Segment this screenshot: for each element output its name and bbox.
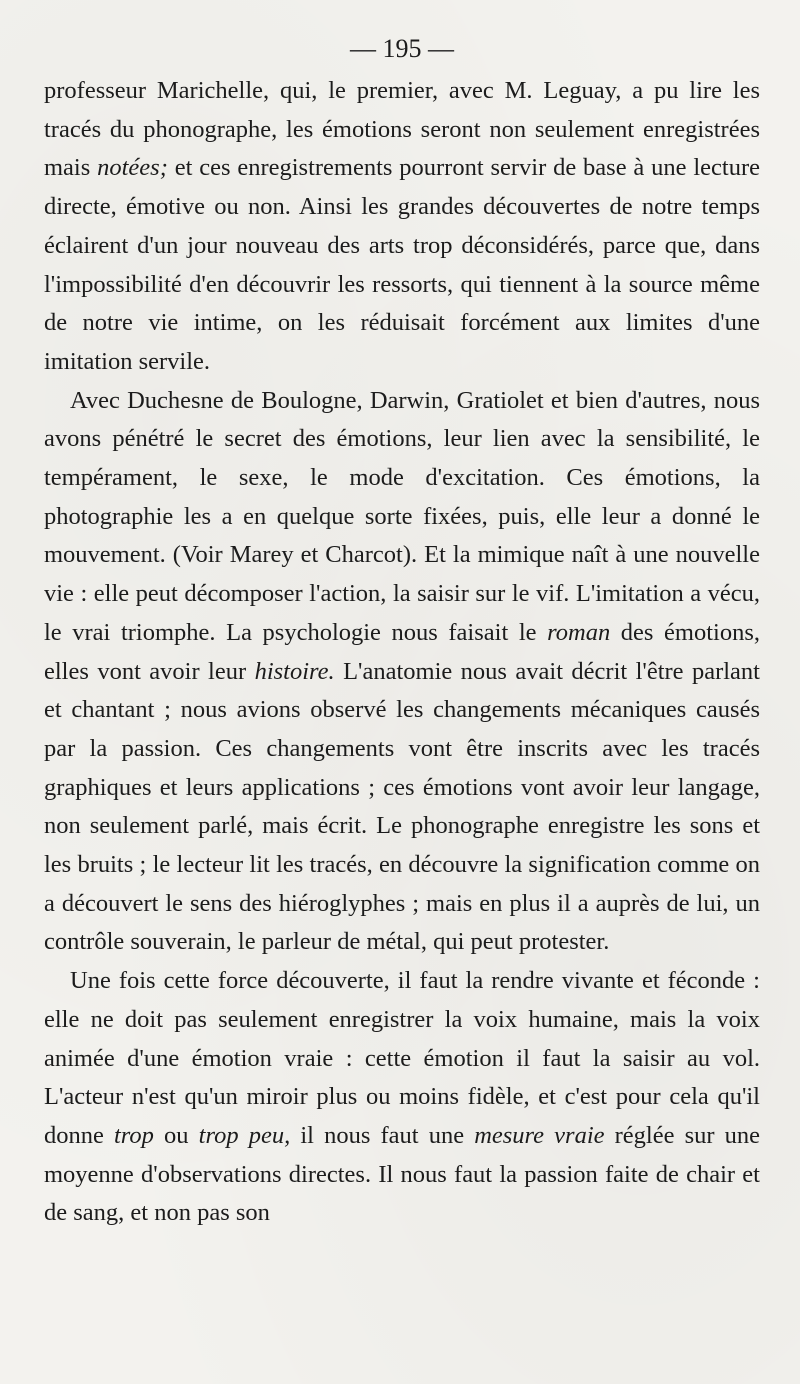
body-text: [44, 72, 760, 1233]
paragraph-2: [44, 382, 760, 963]
italic-run: trop peu,: [198, 1121, 291, 1149]
italic-run: notées;: [97, 154, 168, 182]
text-run: L'anatomie nous avait décrit l'être parlant et chantant ; nous avions observé les changements mécaniques causés par la passion. Ces changements vont être inscrits avec les tracés graphiques et leurs applications ; ces émotions vont avoir leur langage, non seulement parlé, mais écrit. Le phonographe enregistre les sons et les bruits ; le lecteur lit les tracés, en découvre la signification comme on a découvert le sens des hiéroglyphes ; mais en plus il a auprès de lui, un contrôle souverain, le parleur de métal, qui peut protester.: [44, 657, 760, 956]
text-run: Avec Duchesne de Boulogne, Darwin, Gratiolet et bien d'autres, nous avons pénétré le secret des émotions, leur lien avec la sensibilité, le tempérament, le sexe, le mode d'excitation. Ces émotions, la photographie les a en quelque sorte fixées, puis, elle leur a donné le mouvement. (Voir Marey et Charcot). Et la mimique naît à une nouvelle vie : elle peut décomposer l'action, la saisir sur le vif. L'imitation a vécu, le vrai triomphe. La psychologie nous faisait le: [44, 386, 760, 646]
text-run: Une fois cette force découverte, il faut la rendre vivante et féconde : elle ne doit pas seulement enregistrer la voix humaine, mais la voix animée d'une émotion vraie : cette émotion il faut la saisir au vol. L'acteur n'est qu'un miroir plus ou moins fidèle, et c'est pour cela qu'il donne: [44, 967, 760, 1149]
text-run: et ces enregistrements pourront servir de base à une lecture directe, émotive ou non. Ainsi les grandes découvertes de notre temps éclairent d'un jour nouveau des arts trop déconsidérés, parce que, dans l'impossibilité d'en découvrir les ressorts, qui tiennent à la source même de notre vie intime, on les réduisait forcément aux limites d'une imitation servile.: [44, 154, 760, 375]
paragraph-1: [44, 72, 760, 382]
text-run: il nous faut une: [290, 1121, 475, 1149]
text-run: professeur Marichelle, qui, le premier, avec M. Leguay, a pu lire les tracés du phonographe, les émotions seront non seulement enregistrées mais: [44, 77, 760, 182]
paragraph-3: [44, 962, 760, 1233]
italic-run: mesure vraie: [474, 1121, 605, 1149]
page-number: — 195 —: [350, 34, 454, 63]
italic-run: histoire.: [254, 657, 335, 685]
text-run: ou: [153, 1121, 199, 1149]
text-run: des émotions, elles vont avoir leur: [44, 618, 760, 685]
text-run: réglée sur une moyenne d'observations directes. Il nous faut la passion faite de chair et de sang, et non pas son: [44, 1121, 761, 1227]
italic-run: trop: [114, 1121, 154, 1149]
italic-run: roman: [547, 618, 611, 646]
